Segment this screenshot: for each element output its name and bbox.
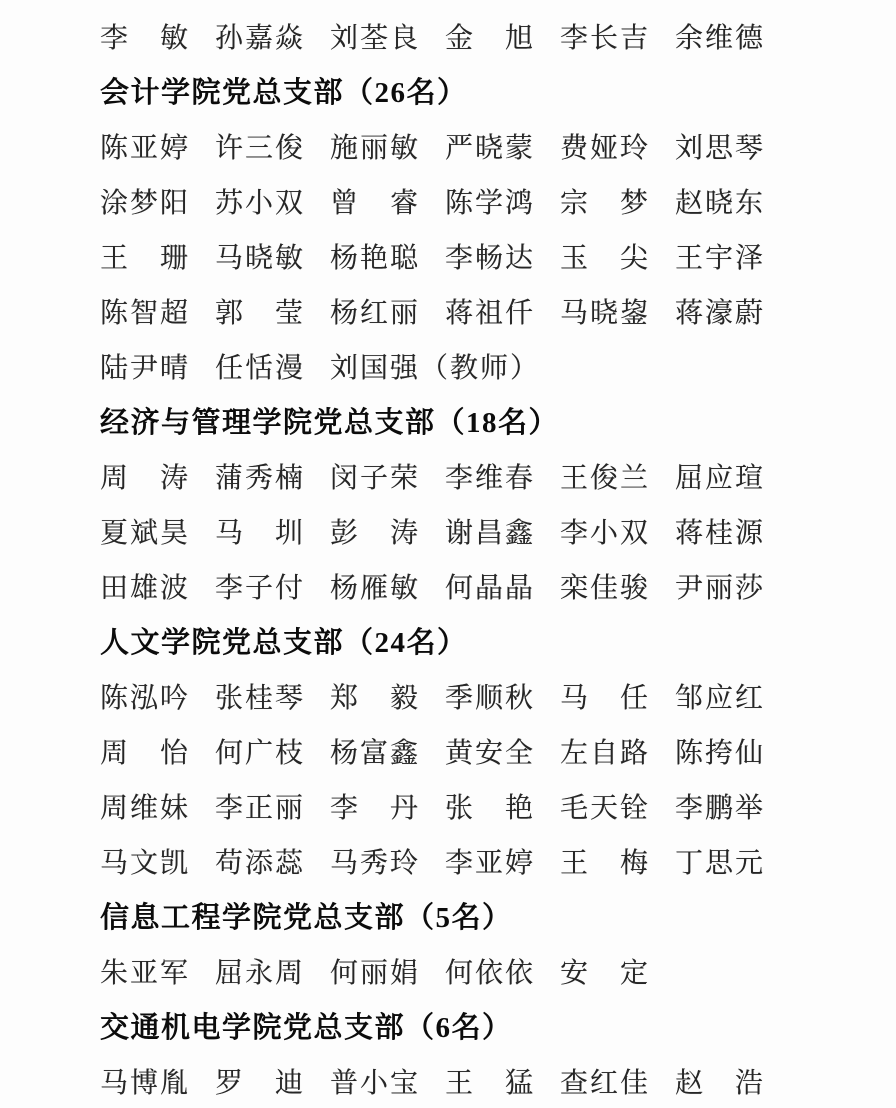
name-row — [100, 833, 876, 888]
name-row — [100, 448, 876, 503]
person-name: 李亚婷 — [445, 847, 536, 879]
section-header-humanities — [100, 613, 876, 668]
person-name: 罗 迪 — [215, 1067, 306, 1099]
person-name: 费娅玲 — [560, 132, 651, 164]
person-name: 李 丹 — [330, 792, 421, 824]
section-header-label: 经济与管理学院党总支部（18名） — [100, 407, 560, 439]
person-name: 曾 睿 — [330, 187, 421, 219]
section-header-transport-mechatronics — [100, 998, 876, 1053]
person-name: 何丽娟 — [330, 957, 421, 989]
person-name: 普小宝 — [330, 1067, 421, 1099]
person-name: 许三俊 — [215, 132, 306, 164]
person-name: 陆尹晴 — [100, 352, 191, 384]
name-row — [100, 173, 876, 228]
person-name: 陈智超 — [100, 297, 191, 329]
person-name: 郭 莹 — [215, 297, 306, 329]
person-name: 谢昌鑫 — [445, 517, 536, 549]
person-name: 张桂琴 — [215, 682, 306, 714]
person-name: 李鹏举 — [675, 792, 766, 824]
person-name: 查红佳 — [560, 1067, 651, 1099]
person-name: 蒲秀楠 — [215, 462, 306, 494]
person-name: 屈应瑄 — [675, 462, 766, 494]
person-name: 邹应红 — [675, 682, 766, 714]
name-row — [100, 778, 876, 833]
section-header-label: 交通机电学院党总支部（6名） — [100, 1012, 513, 1044]
person-name: 闵子荣 — [330, 462, 421, 494]
person-name: 刘荃良 — [330, 22, 421, 54]
person-name: 李维春 — [445, 462, 536, 494]
person-name: 李畅达 — [445, 242, 536, 274]
person-name: 李子付 — [215, 572, 306, 604]
person-name: 玉 尖 — [560, 242, 651, 274]
person-name: 黄安全 — [445, 737, 536, 769]
person-name: 陈泓吟 — [100, 682, 191, 714]
person-name: 马文凯 — [100, 847, 191, 879]
person-name: 李 敏 — [100, 22, 191, 54]
person-name: 施丽敏 — [330, 132, 421, 164]
person-name: 金 旭 — [445, 22, 536, 54]
person-name: 王 珊 — [100, 242, 191, 274]
person-name: 蒋濠蔚 — [675, 297, 766, 329]
person-name: 宗 梦 — [560, 187, 651, 219]
person-name: 左自路 — [560, 737, 651, 769]
person-name: 苟添蕊 — [215, 847, 306, 879]
section-header-label: 信息工程学院党总支部（5名） — [100, 902, 513, 934]
person-name: 丁思元 — [675, 847, 766, 879]
person-name: 涂梦阳 — [100, 187, 191, 219]
person-name: 田雄波 — [100, 572, 191, 604]
person-name: 王 梅 — [560, 847, 651, 879]
person-name: 何晶晶 — [445, 572, 536, 604]
person-name: 马秀玲 — [330, 847, 421, 879]
person-name: 周 涛 — [100, 462, 191, 494]
person-name-with-note: 刘国强（教师） — [330, 352, 541, 384]
person-name: 马晓敏 — [215, 242, 306, 274]
section-header-accounting — [100, 63, 876, 118]
person-name: 尹丽莎 — [675, 572, 766, 604]
name-row — [100, 503, 876, 558]
name-row — [100, 8, 876, 63]
person-name: 孙嘉焱 — [215, 22, 306, 54]
person-name: 何依依 — [445, 957, 536, 989]
name-row — [100, 1053, 876, 1108]
name-row — [100, 118, 876, 173]
name-row — [100, 228, 876, 283]
name-row — [100, 668, 876, 723]
person-name: 苏小双 — [215, 187, 306, 219]
person-name: 栾佳骏 — [560, 572, 651, 604]
person-name: 屈永周 — [215, 957, 306, 989]
name-row — [100, 558, 876, 613]
person-name: 王宇泽 — [675, 242, 766, 274]
person-name: 赵 浩 — [675, 1067, 766, 1099]
person-name: 毛天铨 — [560, 792, 651, 824]
person-name: 朱亚军 — [100, 957, 191, 989]
person-name: 杨富鑫 — [330, 737, 421, 769]
person-name: 郑 毅 — [330, 682, 421, 714]
section-header-economics-management — [100, 393, 876, 448]
person-name: 蒋祖仟 — [445, 297, 536, 329]
person-name: 王 猛 — [445, 1067, 536, 1099]
person-name: 陈亚婷 — [100, 132, 191, 164]
person-name: 杨雁敏 — [330, 572, 421, 604]
section-header-label: 会计学院党总支部（26名） — [100, 77, 468, 109]
name-row — [100, 943, 876, 998]
person-name: 杨红丽 — [330, 297, 421, 329]
person-name: 马 任 — [560, 682, 651, 714]
person-name: 蒋桂源 — [675, 517, 766, 549]
person-name: 严晓蒙 — [445, 132, 536, 164]
person-name: 何广枝 — [215, 737, 306, 769]
person-name: 夏斌昊 — [100, 517, 191, 549]
person-name: 李小双 — [560, 517, 651, 549]
person-name: 陈挎仙 — [675, 737, 766, 769]
person-name: 马晓鋆 — [560, 297, 651, 329]
name-row — [100, 283, 876, 338]
person-name: 赵晓东 — [675, 187, 766, 219]
name-row — [100, 338, 876, 393]
person-name: 李长吉 — [560, 22, 651, 54]
person-name: 王俊兰 — [560, 462, 651, 494]
person-name: 陈学鸿 — [445, 187, 536, 219]
person-name: 刘思琴 — [675, 132, 766, 164]
person-name: 余维德 — [675, 22, 766, 54]
section-header-information-engineering — [100, 888, 876, 943]
person-name: 任恬漫 — [215, 352, 306, 384]
person-name: 周维妹 — [100, 792, 191, 824]
person-name: 马博胤 — [100, 1067, 191, 1099]
person-name: 季顺秋 — [445, 682, 536, 714]
person-name: 李正丽 — [215, 792, 306, 824]
person-name: 张 艳 — [445, 792, 536, 824]
person-name: 杨艳聪 — [330, 242, 421, 274]
person-name: 彭 涛 — [330, 517, 421, 549]
person-name: 安 定 — [560, 957, 651, 989]
section-header-label: 人文学院党总支部（24名） — [100, 627, 468, 659]
person-name: 周 怡 — [100, 737, 191, 769]
person-name: 马 圳 — [215, 517, 306, 549]
name-row — [100, 723, 876, 778]
